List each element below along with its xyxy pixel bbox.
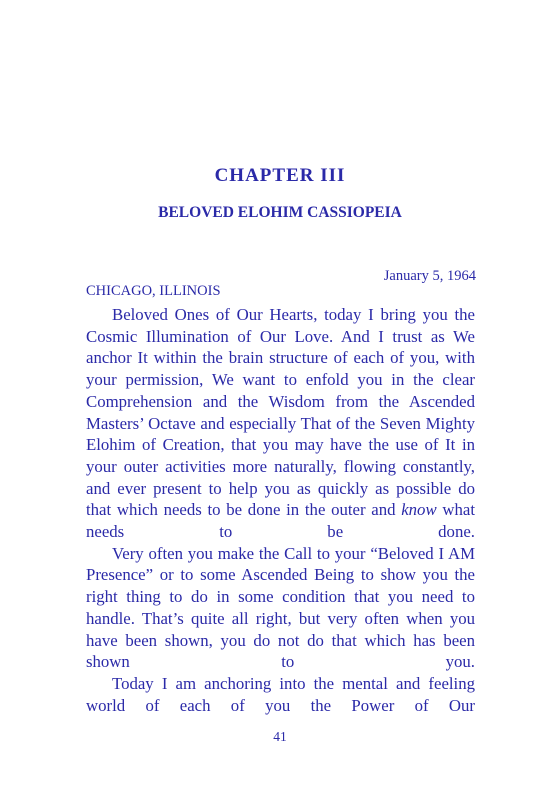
- chapter-heading: CHAPTER III: [214, 165, 346, 186]
- page-number: 41: [273, 729, 287, 744]
- chapter-subtitle: BELOVED ELOHIM CASSIOPEIA: [158, 204, 402, 221]
- paragraph-1: [86, 304, 475, 543]
- paragraph-1-text: Beloved Ones of Our Hearts, today I bring you the Cosmic Illumination of Our Love. And I trust as We anchor It within the brain structure of each of you, with your permission, We want to enfold you in the clear Comprehension and the Wisdom from the Ascended Masters’ Octave and especially That of the Seven Mighty Elohim of Creation, that you may have the use of It in your outer activities more naturally, flowing constantly, and ever present to help you as quickly as possible do that which needs to be done in the outer and: [86, 305, 475, 520]
- paragraph-1-emphasis: know: [401, 500, 437, 520]
- dateline-date: January 5, 1964: [383, 268, 476, 284]
- paragraph-3: Today I am anchoring into the mental and feeling world of each of you the Power of Our: [86, 673, 475, 715]
- dateline-location: CHICAGO, ILLINOIS: [86, 283, 221, 299]
- paragraph-1-ending: what needs to be done.: [86, 500, 475, 542]
- paragraph-2: Very often you make the Call to your “Beloved I AM Presence” or to some Ascended Being to show you the right thing to do in some condition that you need to handle. That’s quite all right, but very often when you have been shown, you do not do that which has been shown to you.: [86, 543, 475, 672]
- body-text: [86, 304, 475, 716]
